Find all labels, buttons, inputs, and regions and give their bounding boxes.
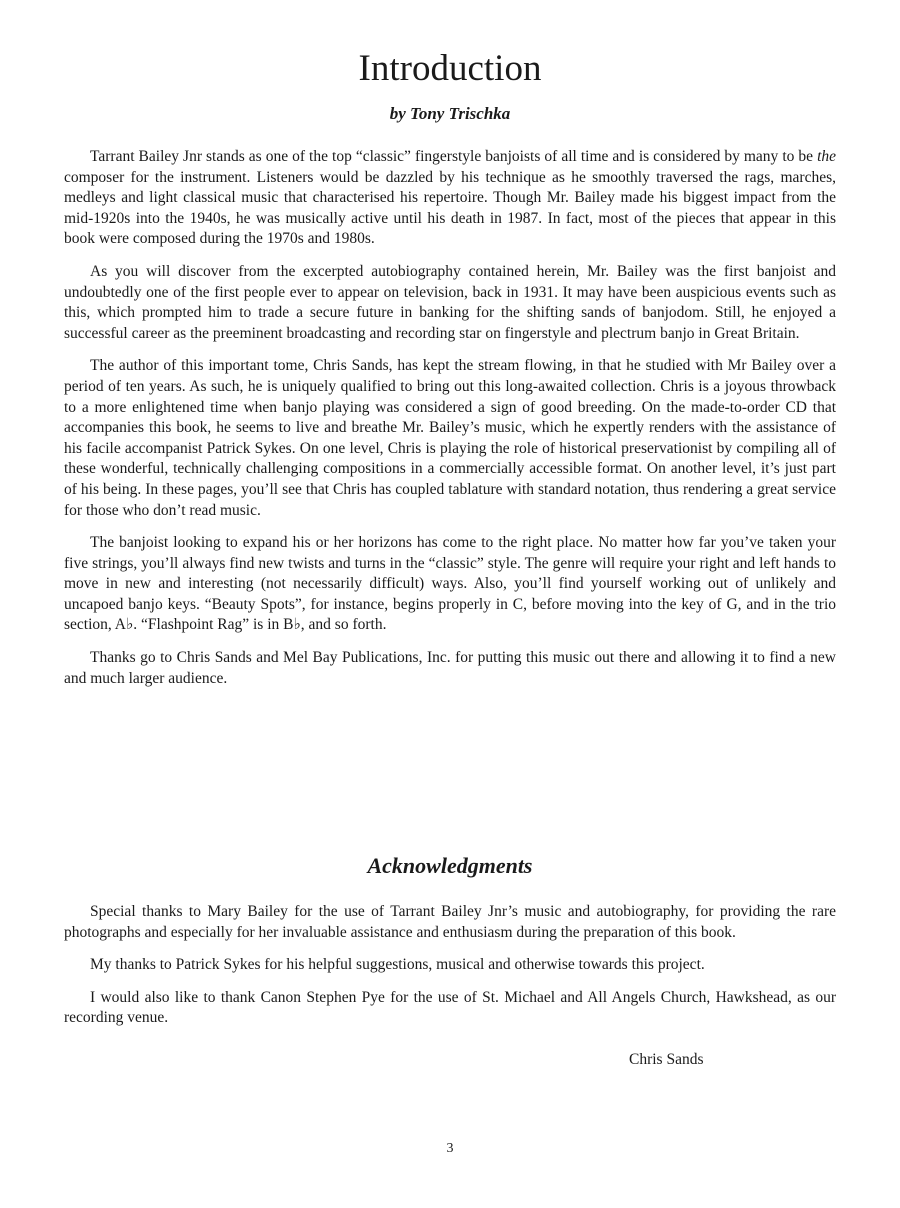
ack-paragraph-1: Special thanks to Mary Bailey for the use of Tarrant Bailey Jnr’s music and autobiography, for providing the rare photographs and especially for her invaluable assistance and enthusiasm during the preparation of this book. (64, 903, 836, 941)
acknowledgments-body (64, 902, 836, 1041)
intro-paragraph-1-emphasis: the (817, 148, 836, 165)
ack-paragraph-3: I would also like to thank Canon Stephen Pye for the use of St. Michael and All Angels Church, Hawkshead, as our recording venue. (64, 988, 836, 1027)
introduction-body (64, 147, 836, 701)
page-title: Introduction (358, 48, 542, 89)
intro-paragraph-1 (64, 147, 836, 250)
author-byline: by Tony Trischka (389, 104, 511, 123)
document-page (64, 0, 836, 1208)
intro-paragraph-1-start: Tarrant Bailey Jnr stands as one of the top “classic” fingerstyle banjoists of all time and is considered by many to be (90, 148, 818, 165)
intro-paragraph-5: Thanks go to Chris Sands and Mel Bay Publications, Inc. for putting this music out there and allowing it to find a new and much larger audience. (64, 649, 836, 687)
intro-paragraph-4: The banjoist looking to expand his or her horizons has come to the right place. No matter how far you’ve taken your five strings, you’ll always find new twists and turns in the “classic” style. The genre will require your right and left hands to move in new and interesting (not necessarily difficult) ways. Also, you’ll find yourself working out of unlikely and uncapoed banjo keys. “Beauty Spots”, for instance, begins properly in C, before moving into the key of G, and in the trio section, A♭. “Flashpoint Rag” is in B♭, and so forth. (64, 534, 836, 634)
signature: Chris Sands (629, 1051, 704, 1068)
intro-paragraph-1-end: composer for the instrument. Listeners would be dazzled by his technique as he smoothly traversed the rags, marches, medleys and light classical music that characterised his repertoire. Though Mr. Bailey made his biggest impact from the mid-1920s into the 1940s, he was musically active until his death in 1987. In fact, most of the pieces that appear in this book were composed during the 1970s and 1980s. (64, 168, 836, 248)
intro-paragraph-3: The author of this important tome, Chris Sands, has kept the stream flowing, in that he studied with Mr Bailey over a period of ten years. As such, he is uniquely qualified to bring out this long-awaited collection. Chris is a joyous throwback to a more enlightened time when banjo playing was considered a sign of good breeding. On the made-to-order CD that accompanies this book, he seems to live and breathe Mr. Bailey’s music, which he expertly renders with the assistance of his facile accompanist Patrick Sykes. On one level, Chris is playing the role of historical preservationist by compiling all of these wonderful, technically challenging compositions in a commercially accessible format. On another level, it’s just part of his being. In these pages, you’ll see that Chris has coupled tablature with standard notation, thus rendering a great service for those who don’t read music. (64, 357, 836, 519)
page-number: 3 (446, 1141, 454, 1156)
intro-paragraph-2: As you will discover from the excerpted autobiography contained herein, Mr. Bailey was the first banjoist and undoubtedly one of the first people ever to appear on television, back in 1931. It may have been auspicious events such as this, which prompted him to trade a secure future in banking for the shifting sands of banjodom. Still, he enjoyed a successful career as the preeminent broadcasting and recording star on fingerstyle and plectrum banjo in Great Britain. (64, 262, 836, 342)
ack-paragraph-2: My thanks to Patrick Sykes for his helpful suggestions, musical and otherwise towards this project. (90, 956, 705, 974)
acknowledgments-heading: Acknowledgments (367, 853, 533, 878)
